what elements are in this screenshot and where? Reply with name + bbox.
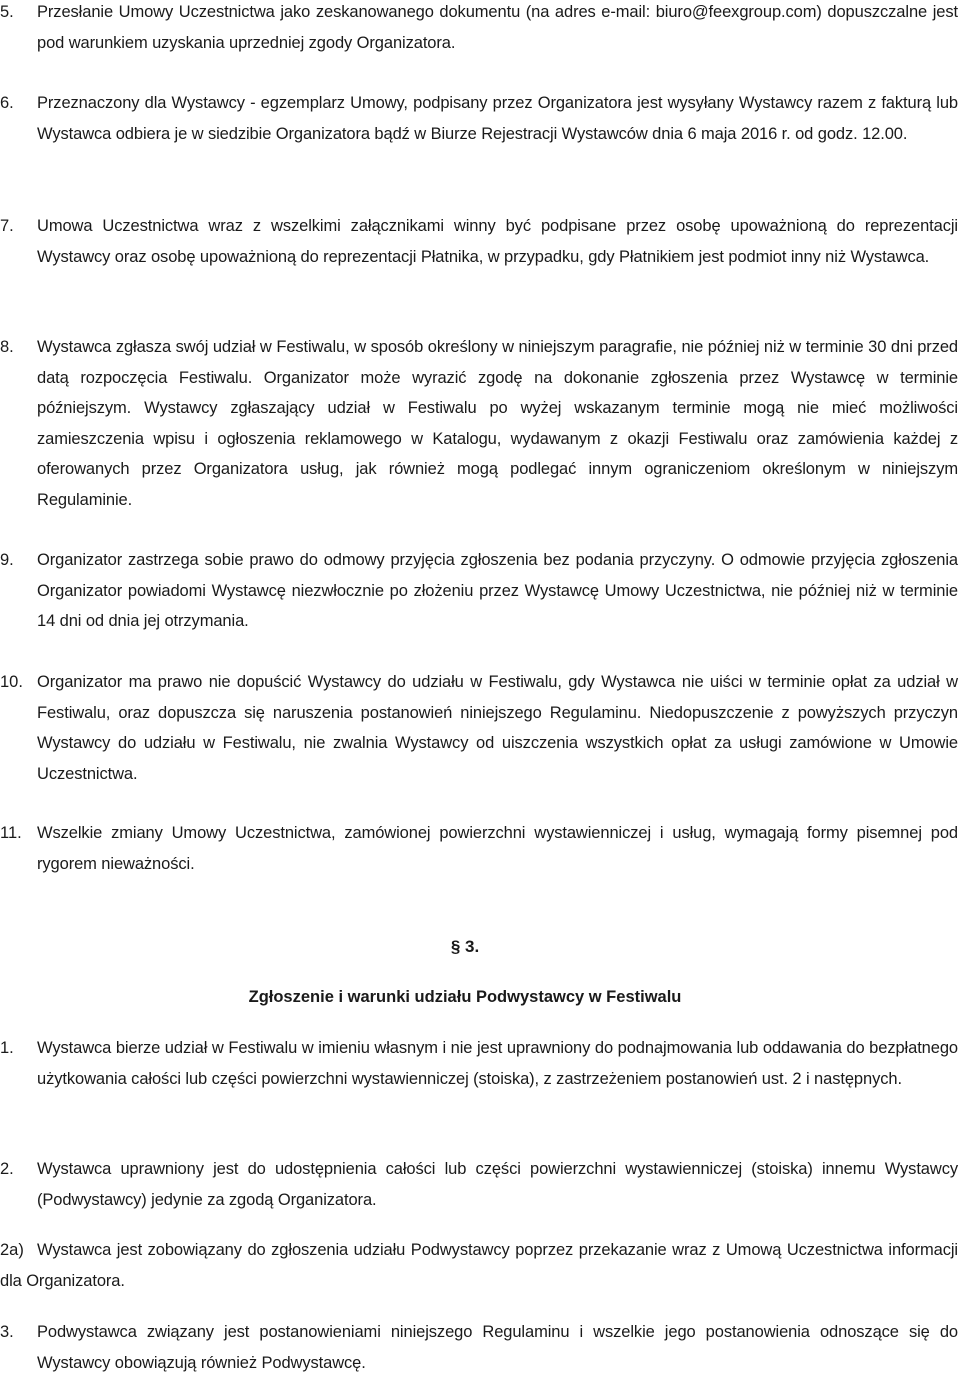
paragraph-number: 2a) — [0, 1241, 24, 1259]
paragraph-text: Wszelkie zmiany Umowy Uczestnictwa, zamówionej powierzchni wystawienniczej i usług, wymagają formy pisemnej pod rygorem nieważności. — [37, 824, 958, 873]
paragraph-6 — [0, 88, 958, 149]
paragraph-9 — [0, 545, 958, 637]
paragraph-number: 6. — [0, 94, 14, 112]
paragraph-number: 1. — [0, 1039, 14, 1057]
paragraph-text: Wystawca bierze udział w Festiwalu w imieniu własnym i nie jest uprawniony do podnajmowania lub oddawania do bezpłatnego użytkowania całości lub części powierzchni wystawienniczej (stoiska), z zastrzeżeniem postanowień ust. 2 i następnych. — [37, 1039, 958, 1088]
section-title: Zgłoszenie i warunki udziału Podwystawcy w Festiwalu — [248, 988, 682, 1006]
paragraph-text: Wystawca zgłasza swój udział w Festiwalu, w sposób określony w niniejszym paragrafie, nie później niż w terminie 30 dni przed datą rozpoczęcia Festiwalu. Organizator może wyrazić zgodę na dokonanie zgłoszenia przez Wystawcę w terminie późniejszym. Wystawcy zgłaszający udział w Festiwalu po wyżej wskazanym terminie mogą nie mieć możliwości zamieszczenia wpisu i ogłoszenia reklamowego w Katalogu, wydawanym z okazji Festiwalu oraz zamówienia każdej z oferowanych przez Organizatora usług, jak również mogą podlegać innym ograniczeniom określonym w niniejszym Regulaminie. — [37, 338, 958, 509]
paragraph-number: 9. — [0, 551, 14, 569]
paragraph-number: 2. — [0, 1160, 14, 1178]
paragraph-10 — [0, 667, 958, 789]
section3-paragraph-1 — [0, 1033, 958, 1094]
paragraph-number: 8. — [0, 338, 14, 356]
paragraph-text: Organizator zastrzega sobie prawo do odmowy przyjęcia zgłoszenia bez podania przyczyny. O odmowie przyjęcia zgłoszenia Organizator powiadomi Wystawcę niezwłocznie po złożeniu przez Wystawcę Umowy Uczestnictwa, nie później niż w terminie 14 dni od dnia jej otrzymania. — [37, 551, 958, 630]
paragraph-7 — [0, 211, 958, 272]
paragraph-number: 5. — [0, 3, 14, 21]
paragraph-number: 11. — [0, 824, 22, 842]
paragraph-text: Wystawca uprawniony jest do udostępnienia całości lub części powierzchni wystawienniczej (stoiska) innemu Wystawcy (Podwystawcy) jedynie za zgodą Organizatora. — [37, 1160, 958, 1209]
section3-paragraph-2a — [0, 1235, 958, 1296]
paragraph-number: 10. — [0, 673, 23, 691]
paragraph-text: Umowa Uczestnictwa wraz z wszelkimi załącznikami winny być podpisane przez osobę upoważnioną do reprezentacji Wystawcy oraz osobę upoważnioną do reprezentacji Płatnika, w przypadku, gdy Płatnikiem jest podmiot inny niż Wystawca. — [37, 217, 958, 266]
paragraph-text: Organizator ma prawo nie dopuścić Wystawcy do udziału w Festiwalu, gdy Wystawca nie uiści w terminie opłat za udział w Festiwalu, oraz dopuszcza się naruszenia postanowień niniejszego Regulaminu. Niedopuszczenie z powyższych przyczyn Wystawcy do udziału w Festiwalu, nie zwalnia Wystawcy od uiszczenia wszystkich opłat za usługi zamówione w Umowie Uczestnictwa. — [37, 673, 958, 783]
paragraph-8 — [0, 332, 958, 515]
section-number: § 3. — [450, 937, 480, 956]
paragraph-text: Podwystawca związany jest postanowieniami niniejszego Regulaminu i wszelkie jego postanowienia odnoszące się do Wystawcy obowiązują również Podwystawcę. — [37, 1323, 958, 1372]
paragraph-text: Przesłanie Umowy Uczestnictwa jako zeskanowanego dokumentu (na adres e-mail: biuro@feexgroup.com) dopuszczalne jest pod warunkiem uzyskania uprzedniej zgody Organizatora. — [37, 3, 958, 52]
paragraph-11 — [0, 818, 958, 879]
paragraph-number: 3. — [0, 1323, 14, 1341]
paragraph-number: 7. — [0, 217, 14, 235]
section3-paragraph-2 — [0, 1154, 958, 1215]
section3-paragraph-3 — [0, 1317, 958, 1378]
paragraph-text: Przeznaczony dla Wystawcy - egzemplarz Umowy, podpisany przez Organizatora jest wysyłany Wystawcy razem z fakturą lub Wystawca odbiera je w siedzibie Organizatora bądź w Biurze Rejestracji Wystawców dnia 6 maja 2016 r. od godz. 12.00. — [37, 94, 958, 143]
paragraph-5 — [0, 0, 958, 58]
paragraph-text: Wystawca jest zobowiązany do zgłoszenia udziału Podwystawcy poprzez przekazanie wraz z Umową Uczestnictwa informacji dla Organizatora. — [0, 1241, 958, 1290]
